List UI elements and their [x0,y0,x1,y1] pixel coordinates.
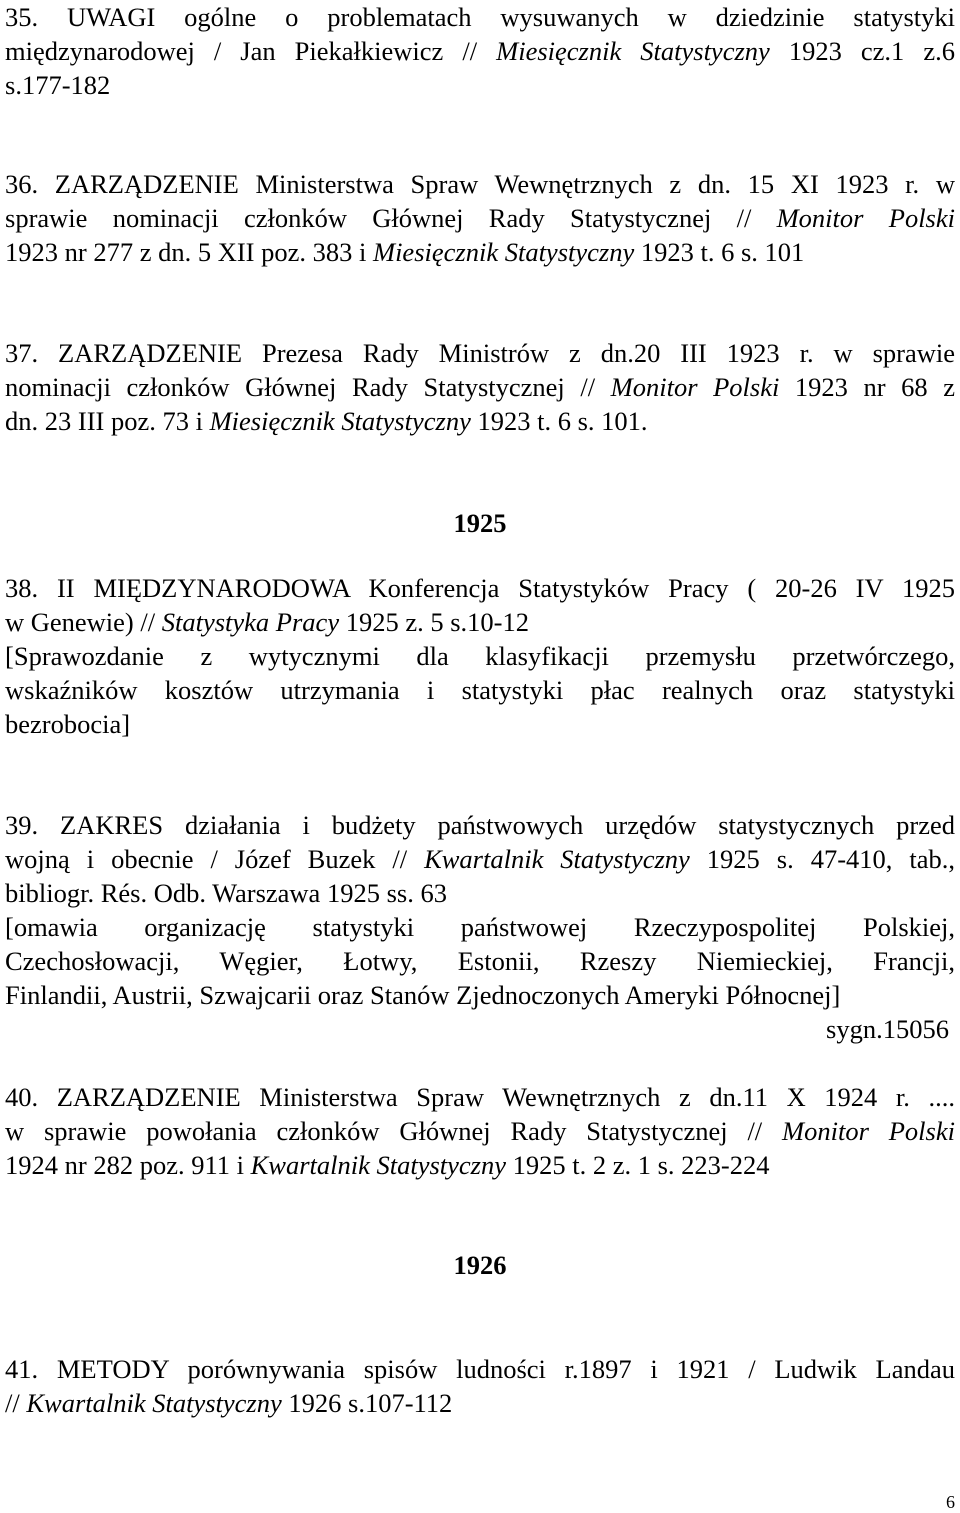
text-segment: 1923 t. 6 s. 101 [634,237,805,267]
text-segment: Czechosłowacji, Węgier, Łotwy, Estonii, Rzeszy Niemieckiej, Francji, [5,946,955,976]
entry-line [5,1148,955,1182]
entry-line [5,1352,955,1386]
text-segment: dn. 23 III poz. 73 i [5,406,210,436]
text-segment: // [5,1388,27,1418]
entry-41 [5,1352,955,1420]
entry-line [5,605,955,639]
entry-line [5,370,955,404]
journal-title: Monitor Polski [610,372,780,402]
journal-title: Miesięcznik Statystyczny [209,406,471,436]
text-segment: międzynarodowej / Jan Piekałkiewicz // [5,36,497,66]
entry-line [5,167,955,201]
text-segment: [Sprawozdanie z wytycznymi dla klasyfikacji przemysłu przetwórczego, [5,641,955,671]
entry-line [5,0,955,34]
text-segment: 1923 nr 277 z dn. 5 XII poz. 383 i [5,237,373,267]
entry-line [5,944,955,978]
entry-line [5,1114,955,1148]
entry-line [5,235,955,269]
entry-line [5,876,955,910]
text-segment: bibliogr. Rés. Odb. Warszawa 1925 ss. 63 [5,878,447,908]
text-segment: 37. ZARZĄDZENIE Prezesa Rady Ministrów z dn.20 III 1923 r. w sprawie [5,338,955,368]
text-segment: sprawie nominacji członków Głównej Rady Statystycznej // [5,203,777,233]
entry-line [5,201,955,235]
entry-line [5,571,955,605]
entry-36 [5,167,955,269]
journal-title: Statystyka Pracy [161,607,340,637]
text-segment: 1925 s. 47-410, tab., [689,844,955,874]
text-segment: wskaźników kosztów utrzymania i statystyki płac realnych oraz statystyki [5,675,955,705]
entry-line [5,404,955,438]
text-segment: 39. ZAKRES działania i budżety państwowych urzędów statystycznych przed [5,810,955,840]
entry-line [5,910,955,944]
journal-title: Monitor Polski [776,203,955,233]
page-number: 6 [946,1492,955,1512]
entry-line [5,639,955,673]
entry-line [5,673,955,707]
entry-line [5,1080,955,1114]
entry-40 [5,1080,955,1182]
text-segment: 35. UWAGI ogólne o problematach wysuwanych w dziedzinie statystyki [5,2,955,32]
entry-line [5,34,955,68]
text-segment: 1926 s.107-112 [281,1388,453,1418]
entry-line [5,842,955,876]
entry-line [5,1386,955,1420]
text-segment: bezrobocia] [5,709,131,739]
text-segment: 1925 z. 5 s.10-12 [339,607,529,637]
text-segment: 41. METODY porównywania spisów ludności r.1897 i 1921 / Ludwik Landau [5,1354,955,1384]
entry-39 [5,808,955,1046]
entry-line [5,336,955,370]
entry-35 [5,0,955,102]
entry-line [5,68,955,102]
text-segment: 40. ZARZĄDZENIE Ministerstwa Spraw Wewnętrznych z dn.11 X 1924 r. .... [5,1082,955,1112]
text-segment: 1923 cz.1 z.6 [769,36,955,66]
journal-title: Kwartalnik Statystyczny [26,1388,282,1418]
entry-38 [5,571,955,741]
signature-number: sygn.15056 [826,1014,949,1044]
entry-line [5,978,955,1012]
text-segment: s.177-182 [5,70,111,100]
text-segment: 1925 t. 2 z. 1 s. 223-224 [506,1150,770,1180]
text-segment: w sprawie powołania członków Głównej Rady Statystycznej // [5,1116,783,1146]
entry-37 [5,336,955,438]
text-segment: 1924 nr 282 poz. 911 i [5,1150,251,1180]
text-segment: 1923 t. 6 s. 101. [470,406,648,436]
journal-title: Miesięcznik Statystyczny [496,36,770,66]
text-segment: 36. ZARZĄDZENIE Ministerstwa Spraw Wewnętrznych z dn. 15 XI 1923 r. w [5,169,955,199]
entry-line [5,707,955,741]
text-segment: [omawia organizację statystyki państwowej Rzeczypospolitej Polskiej, [5,912,955,942]
journal-title: Miesięcznik Statystyczny [373,237,635,267]
entry-line [5,808,955,842]
journal-title: Kwartalnik Statystyczny [424,844,690,874]
text-segment: wojną i obecnie / Józef Buzek // [5,844,425,874]
text-segment: 38. II MIĘDZYNARODOWA Konferencja Statystyków Pracy ( 20-26 IV 1925 [5,573,955,603]
text-segment: nominacji członków Głównej Rady Statystycznej // [5,372,611,402]
year-heading-1925: 1925 [453,508,507,538]
text-segment: Finlandii, Austrii, Szwajcarii oraz Stanów Zjednoczonych Ameryki Północnej] [5,980,841,1010]
text-segment: 1923 nr 68 z [779,372,955,402]
text-segment: w Genewie) // [5,607,162,637]
journal-title: Monitor Polski [782,1116,955,1146]
journal-title: Kwartalnik Statystyczny [250,1150,506,1180]
year-heading-1926: 1926 [453,1250,507,1280]
